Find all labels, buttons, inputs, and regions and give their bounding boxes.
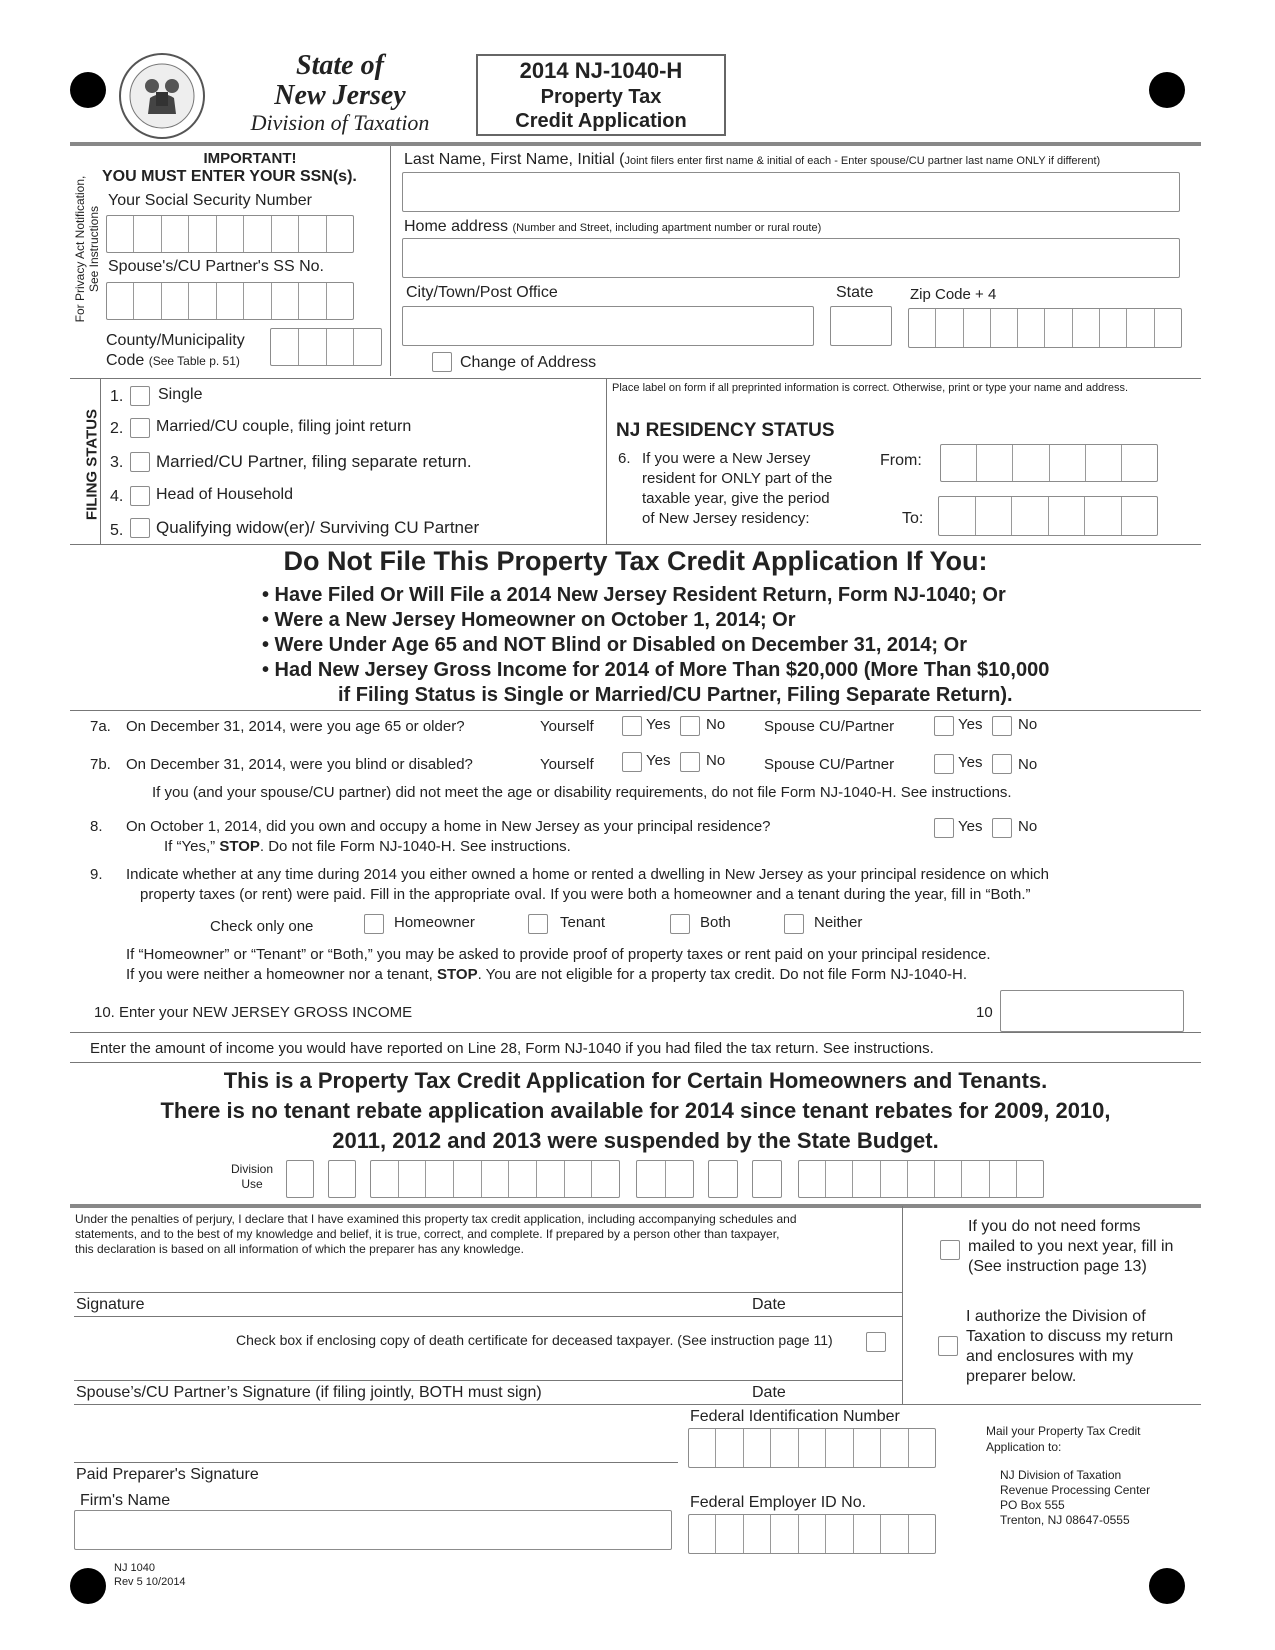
- q9-num: 9.: [90, 866, 103, 883]
- q9-text-2: property taxes (or rent) were paid. Fill in the appropriate oval. If you were both a homeowner and a tenant during the year, fill in “Both.”: [140, 886, 1031, 903]
- form-subtitle-1: Property Tax: [540, 86, 662, 108]
- do-not-file-bullet-4: • Had New Jersey Gross Income for 2014 of More Than $20,000 (More Than $10,000: [262, 659, 1050, 681]
- mail-address-1: NJ Division of Taxation: [1000, 1468, 1122, 1482]
- no-label: No: [1018, 756, 1038, 773]
- state-of-line: State of: [296, 50, 384, 81]
- firm-name-label: Firm's Name: [80, 1492, 171, 1509]
- authorize-text-2: Taxation to discuss my return: [966, 1328, 1174, 1345]
- no-label: No: [706, 716, 726, 733]
- q10-note: Enter the amount of income you would have reported on Line 28, Form NJ-1040 if you had filed the tax return. See instructions.: [90, 1040, 934, 1057]
- filing-status-checkbox[interactable]: [130, 486, 150, 506]
- division-use-field: [752, 1160, 782, 1198]
- filing-status-checkbox[interactable]: [130, 518, 150, 538]
- q7a-spouse-no-checkbox[interactable]: [992, 716, 1012, 736]
- residency-text-1: If you were a New Jersey: [642, 450, 811, 467]
- home-address-label: Home address (Number and Street, including apartment number or rural route): [404, 218, 822, 235]
- banner-line-1: This is a Property Tax Credit Application for Certain Homeowners and Tenants.: [223, 1068, 1048, 1093]
- filing-status-checkbox[interactable]: [130, 418, 150, 438]
- registration-dot-bottom-left: [70, 1568, 106, 1604]
- authorize-text-3: and enclosures with my: [966, 1348, 1134, 1365]
- registration-dot-bottom-right: [1149, 1568, 1185, 1604]
- banner-line-2: There is no tenant rebate application available for 2014 since tenant rebates for 2009, 2010,: [160, 1098, 1111, 1123]
- no-forms-text-1: If you do not need forms: [968, 1218, 1141, 1235]
- signature-label: Signature: [76, 1296, 145, 1313]
- mail-instruction-2: Application to:: [986, 1440, 1062, 1454]
- do-not-file-bullet-2: • Were a New Jersey Homeowner on October 1, 2014; Or: [262, 609, 796, 631]
- check-only-one: Check only one: [210, 918, 314, 935]
- form-title: 2014 NJ-1040-H: [519, 58, 683, 83]
- both-checkbox[interactable]: [670, 914, 690, 934]
- privacy-note-line1: For Privacy Act Notification,: [73, 175, 87, 323]
- death-cert-label: Check box if enclosing copy of death certificate for deceased taxpayer. (See instruction page 11): [236, 1332, 833, 1348]
- county-code-label-2: Code (See Table p. 51): [106, 352, 240, 369]
- zip-label: Zip Code + 4: [910, 286, 997, 303]
- death-cert-checkbox[interactable]: [866, 1332, 886, 1352]
- residency-from-label: From:: [880, 452, 922, 469]
- spouse-ssn-input[interactable]: [106, 282, 354, 320]
- q8-num: 8.: [90, 818, 103, 835]
- q7a-yourself: Yourself: [540, 718, 594, 735]
- q7b-text: On December 31, 2014, were you blind or disabled?: [126, 756, 473, 773]
- authorize-checkbox[interactable]: [938, 1336, 958, 1356]
- form-code: NJ 1040: [114, 1562, 155, 1574]
- name-input[interactable]: [402, 172, 1180, 212]
- filing-status-checkbox[interactable]: [130, 386, 150, 406]
- no-forms-text-2: mailed to you next year, fill in: [968, 1238, 1174, 1255]
- change-of-address-label: Change of Address: [460, 354, 597, 371]
- form-revision: Rev 5 10/2014: [114, 1576, 186, 1588]
- banner-line-3: 2011, 2012 and 2013 were suspended by the State Budget.: [332, 1128, 939, 1153]
- yes-label: Yes: [646, 716, 671, 733]
- neither-checkbox[interactable]: [784, 914, 804, 934]
- zip-input[interactable]: [908, 308, 1182, 348]
- do-not-file-title: Do Not File This Property Tax Credit Application If You:: [283, 546, 988, 576]
- date-label-2: Date: [752, 1384, 786, 1401]
- state-seal-icon: [118, 52, 206, 140]
- form-subtitle-2: Credit Application: [515, 110, 687, 132]
- division-use-field: [798, 1160, 1044, 1198]
- q7b-spouse-no-checkbox[interactable]: [992, 754, 1012, 774]
- mail-instruction-1: Mail your Property Tax Credit: [986, 1424, 1141, 1438]
- your-ssn-input[interactable]: [106, 215, 354, 253]
- q9-note-1: If “Homeowner” or “Tenant” or “Both,” you may be asked to provide proof of property taxes or rent paid on your principal residence.: [126, 946, 991, 963]
- do-not-file-bullet-3: • Were Under Age 65 and NOT Blind or Disabled on December 31, 2014; Or: [262, 634, 967, 656]
- perjury-line-2: statements, and to the best of my knowledge and belief, it is true, correct, and complete. If prepared by a person other than taxpayer,: [75, 1227, 780, 1241]
- must-enter-ssn: YOU MUST ENTER YOUR SSN(s).: [102, 168, 357, 185]
- yes-label: Yes: [958, 716, 983, 733]
- paid-preparer-label: Paid Preparer's Signature: [76, 1466, 259, 1483]
- division-use-field: [328, 1160, 356, 1198]
- residency-to-label: To:: [902, 510, 924, 527]
- authorize-text-4: preparer below.: [966, 1368, 1077, 1385]
- division-use-label-2: Use: [241, 1177, 263, 1191]
- residency-text-2: resident for ONLY part of the: [642, 470, 833, 487]
- important-label: IMPORTANT!: [203, 150, 297, 167]
- residency-num: 6.: [618, 450, 631, 467]
- yes-label: Yes: [958, 754, 983, 771]
- q7a-spouse-yes-checkbox[interactable]: [934, 716, 954, 736]
- division-use-field: [286, 1160, 314, 1198]
- no-label: No: [706, 752, 726, 769]
- federal-id-input[interactable]: [688, 1428, 936, 1468]
- division-use-label-1: Division: [230, 1162, 273, 1176]
- city-input[interactable]: [402, 306, 814, 346]
- tenant-label: Tenant: [560, 914, 606, 931]
- your-ssn-label: Your Social Security Number: [108, 192, 312, 209]
- federal-employer-input[interactable]: [688, 1514, 936, 1554]
- division-use-field: [708, 1160, 738, 1198]
- perjury-line-3: this declaration is based on all information of which the preparer has any knowledge.: [75, 1242, 524, 1256]
- q8-text: On October 1, 2014, did you own and occupy a home in New Jersey as your principal residence?: [126, 818, 771, 835]
- spouse-signature-label: Spouse’s/CU Partner’s Signature (if filing jointly, BOTH must sign): [76, 1384, 542, 1401]
- state-label: State: [836, 284, 874, 301]
- q7a-num: 7a.: [90, 718, 111, 735]
- federal-id-label: Federal Identification Number: [690, 1408, 900, 1425]
- no-label: No: [1018, 818, 1038, 835]
- q7b-num: 7b.: [90, 756, 111, 773]
- form-title-box: [476, 54, 726, 136]
- q10-num: 10: [976, 1004, 993, 1021]
- mail-address-2: Revenue Processing Center: [1000, 1483, 1151, 1497]
- residency-text-3: taxable year, give the period: [642, 490, 830, 507]
- authorize-text-1: I authorize the Division of: [966, 1308, 1146, 1325]
- do-not-file-bullet-4b: if Filing Status is Single or Married/CU Partner, Filing Separate Return).: [338, 684, 1013, 706]
- q7b-spouse: Spouse CU/Partner: [764, 756, 895, 773]
- q7b-yourself: Yourself: [540, 756, 594, 773]
- state-input[interactable]: [830, 306, 892, 346]
- no-forms-checkbox[interactable]: [940, 1240, 960, 1260]
- q8-stop-note: If “Yes,” STOP. Do not file Form NJ-1040-H. See instructions.: [164, 838, 571, 855]
- perjury-line-1: Under the penalties of perjury, I declare that I have examined this property tax credit application, including accompanying schedules and: [75, 1212, 797, 1226]
- q7a-text: On December 31, 2014, were you age 65 or older?: [126, 718, 465, 735]
- place-label-note: Place label on form if all preprinted information is correct. Otherwise, print or type your name and address.: [612, 382, 1129, 394]
- filing-status-checkbox[interactable]: [130, 452, 150, 472]
- q7b-spouse-yes-checkbox[interactable]: [934, 754, 954, 774]
- change-of-address-checkbox[interactable]: [432, 352, 452, 372]
- gross-income-input[interactable]: [1000, 990, 1184, 1032]
- q7a-spouse: Spouse CU/Partner: [764, 718, 895, 735]
- filing-status-title: FILING STATUS: [83, 408, 101, 521]
- residency-text-4: of New Jersey residency:: [642, 510, 810, 527]
- residency-to-input[interactable]: [938, 496, 1158, 536]
- q7-note: If you (and your spouse/CU partner) did not meet the age or disability requirements, do not file Form NJ-1040-H. See instructions.: [152, 784, 1012, 801]
- spouse-ssn-label: Spouse's/CU Partner's SS No.: [108, 258, 324, 275]
- division-use-field: [370, 1160, 620, 1198]
- new-jersey-line: New Jersey: [274, 80, 406, 111]
- yes-label: Yes: [958, 818, 983, 835]
- q7a-yourself-no-checkbox[interactable]: [680, 716, 700, 736]
- residency-from-input[interactable]: [940, 444, 1158, 482]
- no-label: No: [1018, 716, 1038, 733]
- homeowner-checkbox[interactable]: [364, 914, 384, 934]
- division-of-taxation: Division of Taxation: [250, 110, 430, 135]
- city-label: City/Town/Post Office: [406, 284, 558, 301]
- tenant-checkbox[interactable]: [528, 914, 548, 934]
- q9-text-1: Indicate whether at any time during 2014 you either owned a home or rented a dwelling in New Jersey as your principal residence on which: [126, 866, 1050, 883]
- residency-title: NJ RESIDENCY STATUS: [616, 420, 835, 441]
- date-label: Date: [752, 1296, 786, 1313]
- registration-dot-top-left: [70, 72, 106, 108]
- q8-yes-checkbox[interactable]: [934, 818, 954, 838]
- q7b-yourself-no-checkbox[interactable]: [680, 752, 700, 772]
- yes-label: Yes: [646, 752, 671, 769]
- no-forms-text-3: (See instruction page 13): [968, 1258, 1147, 1275]
- federal-employer-label: Federal Employer ID No.: [690, 1494, 867, 1511]
- q7a-yourself-yes-checkbox[interactable]: [622, 716, 642, 736]
- q10-label: 10. Enter your NEW JERSEY GROSS INCOME: [94, 1004, 413, 1021]
- mail-address-4: Trenton, NJ 08647-0555: [1000, 1513, 1130, 1527]
- q7b-yourself-yes-checkbox[interactable]: [622, 752, 642, 772]
- registration-dot-top-right: [1149, 72, 1185, 108]
- both-label: Both: [700, 914, 731, 931]
- firm-name-input[interactable]: [74, 1510, 672, 1550]
- home-address-input[interactable]: [402, 238, 1180, 278]
- name-label: Last Name, First Name, Initial (Joint filers enter first name & initial of each - Enter spouse/CU partner last name ONLY if different): [404, 151, 1101, 168]
- county-code-label: County/Municipality: [106, 332, 245, 349]
- neither-label: Neither: [814, 914, 863, 931]
- do-not-file-bullet-1: • Have Filed Or Will File a 2014 New Jersey Resident Return, Form NJ-1040; Or: [262, 584, 1006, 606]
- privacy-note-line2: See Instructions: [87, 205, 101, 293]
- division-use-field: [636, 1160, 694, 1198]
- q8-no-checkbox[interactable]: [992, 818, 1012, 838]
- homeowner-label: Homeowner: [394, 914, 475, 931]
- q9-note-2: If you were neither a homeowner nor a tenant, STOP. You are not eligible for a property tax credit. Do not file Form NJ-1040-H.: [126, 966, 968, 983]
- county-code-input[interactable]: [270, 328, 382, 366]
- mail-address-3: PO Box 555: [1000, 1498, 1065, 1512]
